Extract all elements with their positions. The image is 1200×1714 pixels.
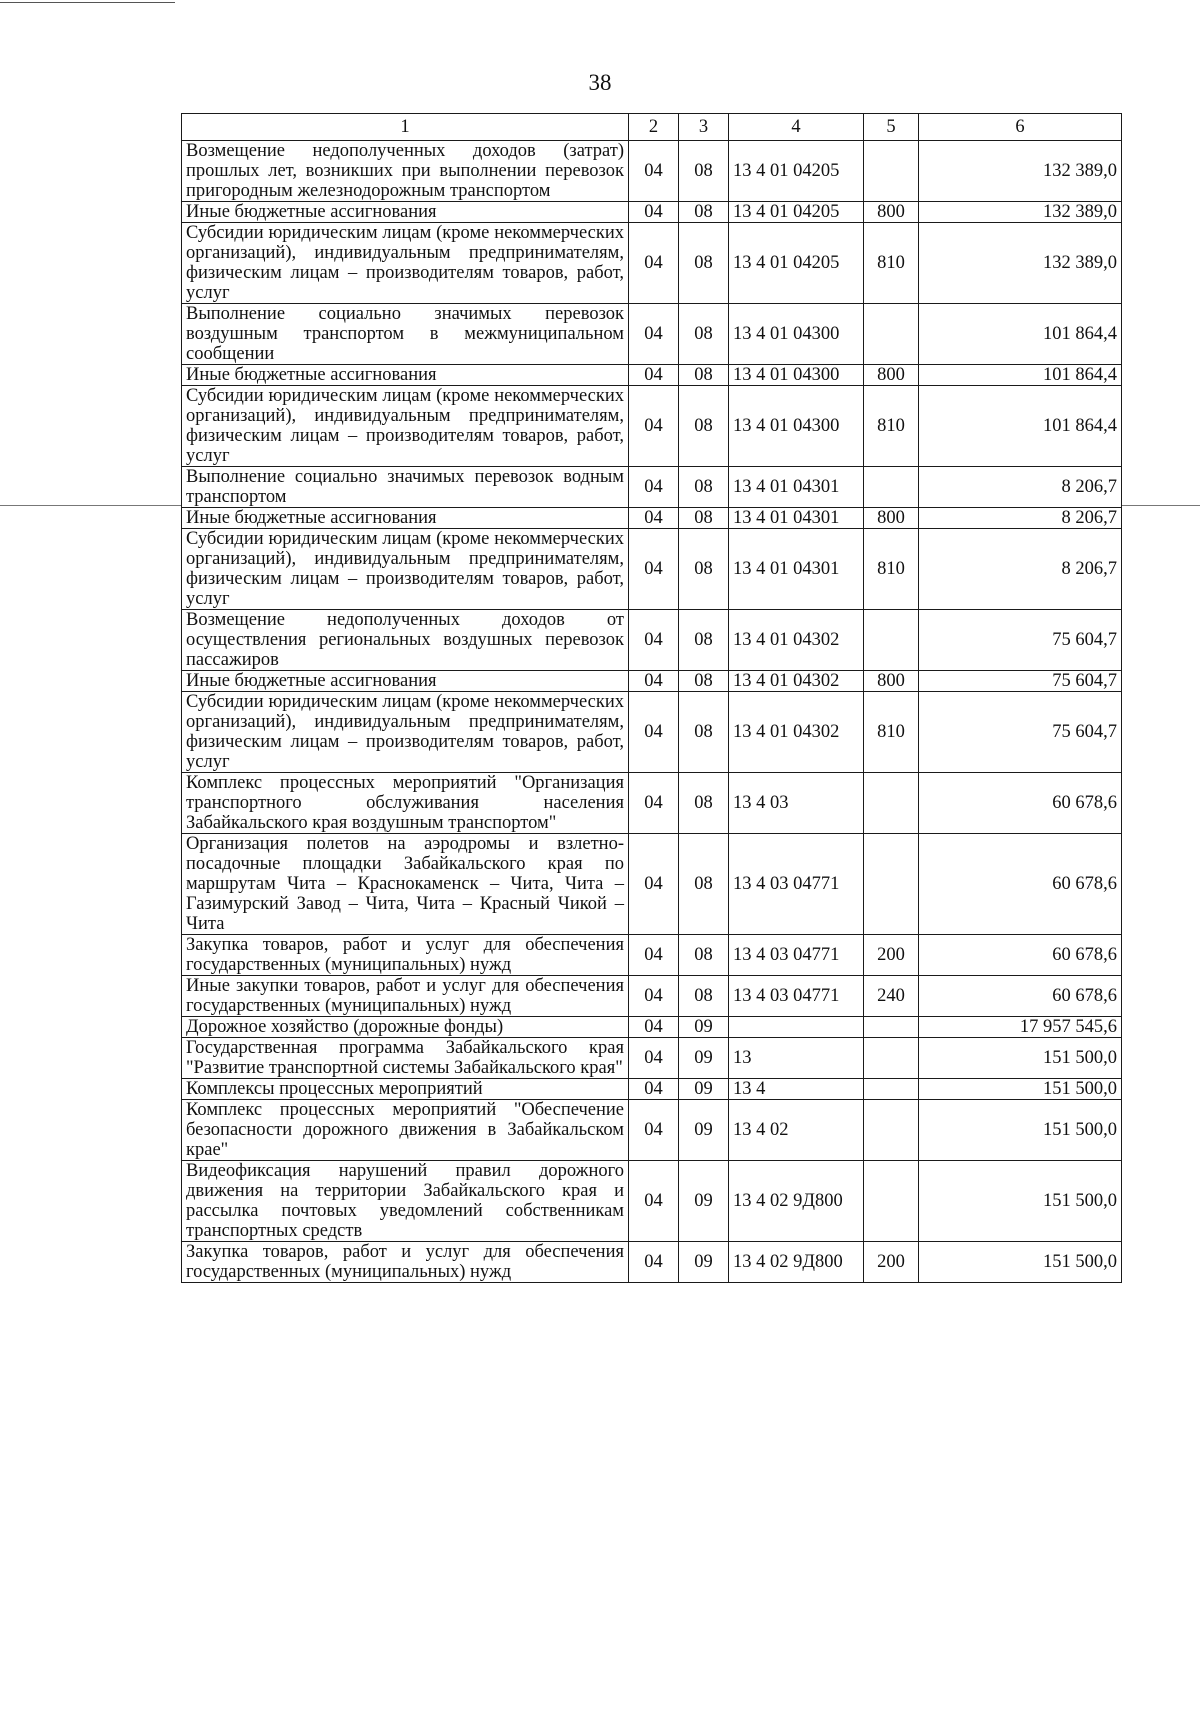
expense-type-cell: 200 [864,1242,919,1283]
section-code-cell: 04 [629,773,679,834]
section-code-cell: 04 [629,141,679,202]
section-code-cell: 04 [629,976,679,1017]
subsection-code-cell: 08 [679,529,729,610]
expense-type-cell [864,1161,919,1242]
row-name-cell: Комплексы процессных мероприятий [182,1079,629,1100]
target-article-cell: 13 4 02 [729,1100,864,1161]
amount-cell: 75 604,7 [919,671,1122,692]
table-row [182,304,1122,365]
target-article-cell: 13 4 01 04301 [729,529,864,610]
table-row [182,834,1122,935]
expense-type-cell: 800 [864,365,919,386]
amount-cell: 17 957 545,6 [919,1017,1122,1038]
section-code-cell: 04 [629,1038,679,1079]
amount-cell: 8 206,7 [919,467,1122,508]
table-row [182,1079,1122,1100]
expense-type-cell [864,610,919,671]
section-code-cell: 04 [629,1100,679,1161]
table-row [182,976,1122,1017]
subsection-code-cell: 08 [679,141,729,202]
table-row [182,1038,1122,1079]
subsection-code-cell: 09 [679,1242,729,1283]
subsection-code-cell: 08 [679,834,729,935]
amount-cell: 132 389,0 [919,202,1122,223]
amount-cell: 60 678,6 [919,834,1122,935]
expense-type-cell: 800 [864,508,919,529]
section-code-cell: 04 [629,223,679,304]
target-article-cell: 13 4 01 04300 [729,304,864,365]
section-code-cell: 04 [629,1242,679,1283]
subsection-code-cell: 08 [679,508,729,529]
header-cell-2: 2 [629,114,679,141]
row-name-cell: Выполнение социально значимых перевозок воздушным транспортом в межмуниципальном сообщении [182,304,629,365]
subsection-code-cell: 09 [679,1100,729,1161]
row-name-cell: Закупка товаров, работ и услуг для обеспечения государственных (муниципальных) нужд [182,935,629,976]
target-article-cell: 13 4 01 04205 [729,202,864,223]
expense-type-cell [864,304,919,365]
target-article-cell [729,1017,864,1038]
target-article-cell: 13 4 [729,1079,864,1100]
row-name-cell: Государственная программа Забайкальского края "Развитие транспортной системы Забайкальского края" [182,1038,629,1079]
target-article-cell: 13 [729,1038,864,1079]
amount-cell: 151 500,0 [919,1038,1122,1079]
expense-type-cell [864,1100,919,1161]
amount-cell: 75 604,7 [919,692,1122,773]
section-code-cell: 04 [629,529,679,610]
subsection-code-cell: 08 [679,692,729,773]
row-name-cell: Иные бюджетные ассигнования [182,202,629,223]
section-code-cell: 04 [629,834,679,935]
subsection-code-cell: 08 [679,773,729,834]
target-article-cell: 13 4 03 04771 [729,976,864,1017]
section-code-cell: 04 [629,508,679,529]
amount-cell: 151 500,0 [919,1161,1122,1242]
expense-type-cell [864,773,919,834]
table-row [182,1017,1122,1038]
budget-table [181,113,1122,1283]
section-code-cell: 04 [629,386,679,467]
amount-cell: 8 206,7 [919,529,1122,610]
amount-cell: 101 864,4 [919,304,1122,365]
expense-type-cell [864,1017,919,1038]
target-article-cell: 13 4 03 04771 [729,935,864,976]
row-name-cell: Комплекс процессных мероприятий "Организация транспортного обслуживания населения Забайкальского края воздушным транспортом" [182,773,629,834]
table-row [182,773,1122,834]
table-row [182,508,1122,529]
expense-type-cell [864,1038,919,1079]
header-cell-3: 3 [679,114,729,141]
row-name-cell: Иные закупки товаров, работ и услуг для обеспечения государственных (муниципальных) нужд [182,976,629,1017]
row-name-cell: Субсидии юридическим лицам (кроме некоммерческих организаций), индивидуальным предпринимателям, физическим лицам – производителям товаров, работ, услуг [182,223,629,304]
row-name-cell: Возмещение недополученных доходов от осуществления региональных воздушных перевозок пассажиров [182,610,629,671]
table-row [182,1100,1122,1161]
amount-cell: 8 206,7 [919,508,1122,529]
table-row [182,223,1122,304]
expense-type-cell: 200 [864,935,919,976]
expense-type-cell: 800 [864,671,919,692]
row-name-cell: Возмещение недополученных доходов (затрат) прошлых лет, возникших при выполнении перевозок пригородным железнодорожным транспортом [182,141,629,202]
scan-line-left [0,505,181,506]
section-code-cell: 04 [629,467,679,508]
section-code-cell: 04 [629,671,679,692]
target-article-cell: 13 4 02 9Д800 [729,1242,864,1283]
section-code-cell: 04 [629,1017,679,1038]
table-row [182,386,1122,467]
expense-type-cell: 800 [864,202,919,223]
target-article-cell: 13 4 01 04302 [729,692,864,773]
section-code-cell: 04 [629,692,679,773]
table-row [182,467,1122,508]
amount-cell: 60 678,6 [919,773,1122,834]
amount-cell: 151 500,0 [919,1100,1122,1161]
row-name-cell: Дорожное хозяйство (дорожные фонды) [182,1017,629,1038]
row-name-cell: Комплекс процессных мероприятий "Обеспечение безопасности дорожного движения в Забайкальском крае" [182,1100,629,1161]
header-cell-6: 6 [919,114,1122,141]
amount-cell: 132 389,0 [919,141,1122,202]
row-name-cell: Иные бюджетные ассигнования [182,508,629,529]
target-article-cell: 13 4 02 9Д800 [729,1161,864,1242]
target-article-cell: 13 4 01 04205 [729,141,864,202]
expense-type-cell [864,834,919,935]
amount-cell: 132 389,0 [919,223,1122,304]
amount-cell: 60 678,6 [919,935,1122,976]
page-number: 38 [588,70,612,95]
subsection-code-cell: 08 [679,671,729,692]
row-name-cell: Субсидии юридическим лицам (кроме некоммерческих организаций), индивидуальным предпринимателям, физическим лицам – производителям товаров, работ, услуг [182,386,629,467]
scan-line-top [0,2,175,3]
amount-cell: 60 678,6 [919,976,1122,1017]
expense-type-cell: 810 [864,529,919,610]
amount-cell: 101 864,4 [919,386,1122,467]
row-name-cell: Организация полетов на аэродромы и взлетно-посадочные площадки Забайкальского края по маршрутам Чита – Краснокаменск – Чита, Чита – Газимурский Завод – Чита, Чита – Красный Чикой – Чита [182,834,629,935]
row-name-cell: Выполнение социально значимых перевозок водным транспортом [182,467,629,508]
table-row [182,935,1122,976]
section-code-cell: 04 [629,610,679,671]
target-article-cell: 13 4 01 04300 [729,365,864,386]
amount-cell: 101 864,4 [919,365,1122,386]
subsection-code-cell: 08 [679,223,729,304]
expense-type-cell: 810 [864,223,919,304]
section-code-cell: 04 [629,935,679,976]
target-article-cell: 13 4 01 04302 [729,610,864,671]
row-name-cell: Иные бюджетные ассигнования [182,671,629,692]
subsection-code-cell: 09 [679,1038,729,1079]
header-cell-1: 1 [182,114,629,141]
scan-line-right [1121,505,1200,506]
header-cell-4: 4 [729,114,864,141]
target-article-cell: 13 4 01 04302 [729,671,864,692]
target-article-cell: 13 4 03 [729,773,864,834]
target-article-cell: 13 4 01 04300 [729,386,864,467]
header-cell-5: 5 [864,114,919,141]
expense-type-cell: 240 [864,976,919,1017]
section-code-cell: 04 [629,202,679,223]
table-row [182,529,1122,610]
section-code-cell: 04 [629,365,679,386]
table-row [182,1242,1122,1283]
table-row [182,610,1122,671]
row-name-cell: Видеофиксация нарушений правил дорожного движения на территории Забайкальского края и рассылка почтовых уведомлений собственникам транспортных средств [182,1161,629,1242]
target-article-cell: 13 4 01 04301 [729,467,864,508]
subsection-code-cell: 08 [679,386,729,467]
table-row [182,671,1122,692]
expense-type-cell [864,1079,919,1100]
table-row [182,1161,1122,1242]
target-article-cell: 13 4 01 04205 [729,223,864,304]
subsection-code-cell: 08 [679,467,729,508]
table-body [182,141,1122,1283]
expense-type-cell: 810 [864,692,919,773]
row-name-cell: Иные бюджетные ассигнования [182,365,629,386]
row-name-cell: Закупка товаров, работ и услуг для обеспечения государственных (муниципальных) нужд [182,1242,629,1283]
header-row [182,114,1122,141]
section-code-cell: 04 [629,304,679,365]
subsection-code-cell: 08 [679,935,729,976]
table-row [182,692,1122,773]
expense-type-cell [864,141,919,202]
section-code-cell: 04 [629,1079,679,1100]
subsection-code-cell: 08 [679,365,729,386]
table-row [182,365,1122,386]
subsection-code-cell: 08 [679,610,729,671]
target-article-cell: 13 4 01 04301 [729,508,864,529]
target-article-cell: 13 4 03 04771 [729,834,864,935]
subsection-code-cell: 09 [679,1161,729,1242]
table-row [182,141,1122,202]
expense-type-cell: 810 [864,386,919,467]
subsection-code-cell: 08 [679,202,729,223]
row-name-cell: Субсидии юридическим лицам (кроме некоммерческих организаций), индивидуальным предпринимателям, физическим лицам – производителям товаров, работ, услуг [182,692,629,773]
subsection-code-cell: 08 [679,976,729,1017]
table-row [182,202,1122,223]
amount-cell: 151 500,0 [919,1079,1122,1100]
subsection-code-cell: 08 [679,304,729,365]
subsection-code-cell: 09 [679,1079,729,1100]
row-name-cell: Субсидии юридическим лицам (кроме некоммерческих организаций), индивидуальным предпринимателям, физическим лицам – производителям товаров, работ, услуг [182,529,629,610]
subsection-code-cell: 09 [679,1017,729,1038]
section-code-cell: 04 [629,1161,679,1242]
expense-type-cell [864,467,919,508]
amount-cell: 75 604,7 [919,610,1122,671]
amount-cell: 151 500,0 [919,1242,1122,1283]
